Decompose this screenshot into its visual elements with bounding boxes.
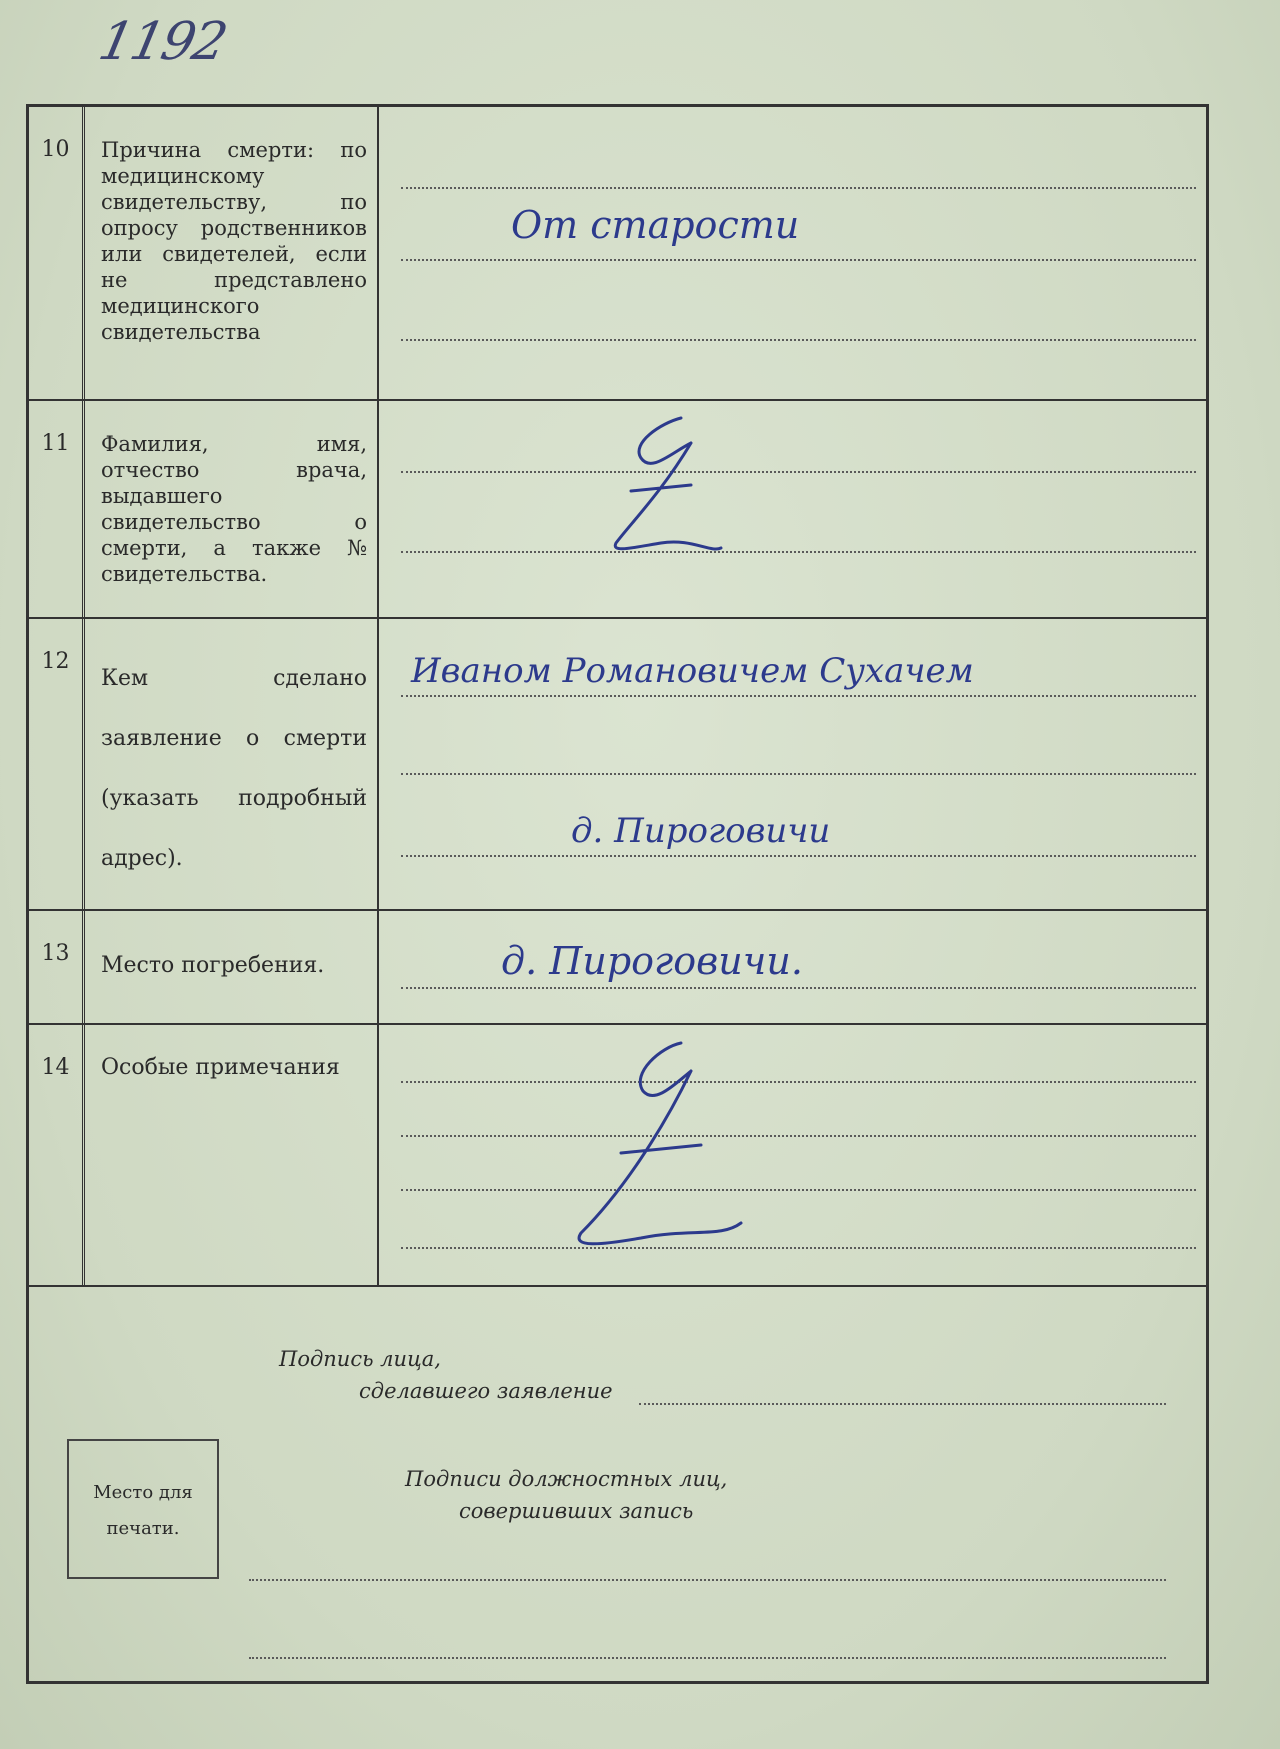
dotted-line — [401, 551, 1196, 553]
row-value — [381, 911, 1206, 1023]
dotted-line — [401, 339, 1196, 341]
dotted-line — [401, 1247, 1196, 1249]
row-label: Особые примечания — [89, 1025, 379, 1285]
stamp-label-1: Место для — [93, 1482, 193, 1503]
dotted-line — [401, 259, 1196, 261]
officials-signature-caption-2: совершивших запись — [459, 1499, 694, 1523]
applicant-signature-line — [639, 1403, 1166, 1405]
dotted-line — [401, 1081, 1196, 1083]
row-cause-of-death — [29, 107, 1206, 401]
archive-number: 1192 — [93, 12, 231, 72]
dotted-line — [401, 471, 1196, 473]
row-burial-place — [29, 911, 1206, 1025]
signature-area — [29, 1287, 1206, 1681]
row-number: 11 — [29, 401, 85, 617]
applicant-signature-caption: Подпись лица, — [279, 1347, 441, 1371]
row-doctor — [29, 401, 1206, 619]
row-value — [381, 107, 1206, 399]
handwritten-address: д. Пироговичи — [571, 811, 831, 851]
dotted-line — [401, 1189, 1196, 1191]
row-number: 12 — [29, 619, 85, 909]
death-record-form — [26, 104, 1209, 1684]
row-applicant — [29, 619, 1206, 911]
row-special-notes — [29, 1025, 1206, 1287]
row-label: Фамилия, имя, отчество врача, выдавшего свидетельство о смерти, а также № свидетельства. — [89, 401, 379, 617]
officials-signature-line — [249, 1657, 1166, 1659]
handwritten-cause: От старости — [511, 203, 800, 247]
row-label: Кем сделано заявление о смерти (указать подробный адрес). — [89, 619, 379, 909]
row-label: Место погребения. — [89, 911, 379, 1023]
stamp-placeholder — [67, 1439, 219, 1579]
dotted-line — [401, 1135, 1196, 1137]
dotted-line — [401, 987, 1196, 989]
row-value — [381, 1025, 1206, 1285]
dotted-line — [401, 855, 1196, 857]
dotted-line — [401, 187, 1196, 189]
row-value — [381, 401, 1206, 617]
stamp-label-2: печати. — [106, 1518, 180, 1539]
row-number: 14 — [29, 1025, 85, 1285]
row-number: 10 — [29, 107, 85, 399]
row-value — [381, 619, 1206, 909]
applicant-signature-caption-2: сделавшего заявление — [359, 1379, 613, 1403]
handwritten-burial-place: д. Пироговичи. — [501, 939, 803, 983]
officials-signature-line — [249, 1579, 1166, 1581]
row-number: 13 — [29, 911, 85, 1023]
z-cancel-mark — [591, 413, 731, 563]
row-label: Причина смерти: по медицинскому свидетельству, по опросу родственников или свидетелей, если не представлено медицинского свидетельства — [89, 107, 379, 399]
handwritten-applicant: Ивaном Романовичем Сухачем — [411, 651, 974, 691]
officials-signature-caption: Подписи должностных лиц, — [405, 1467, 728, 1491]
z-cancel-mark — [551, 1033, 751, 1263]
dotted-line — [401, 773, 1196, 775]
dotted-line — [401, 695, 1196, 697]
